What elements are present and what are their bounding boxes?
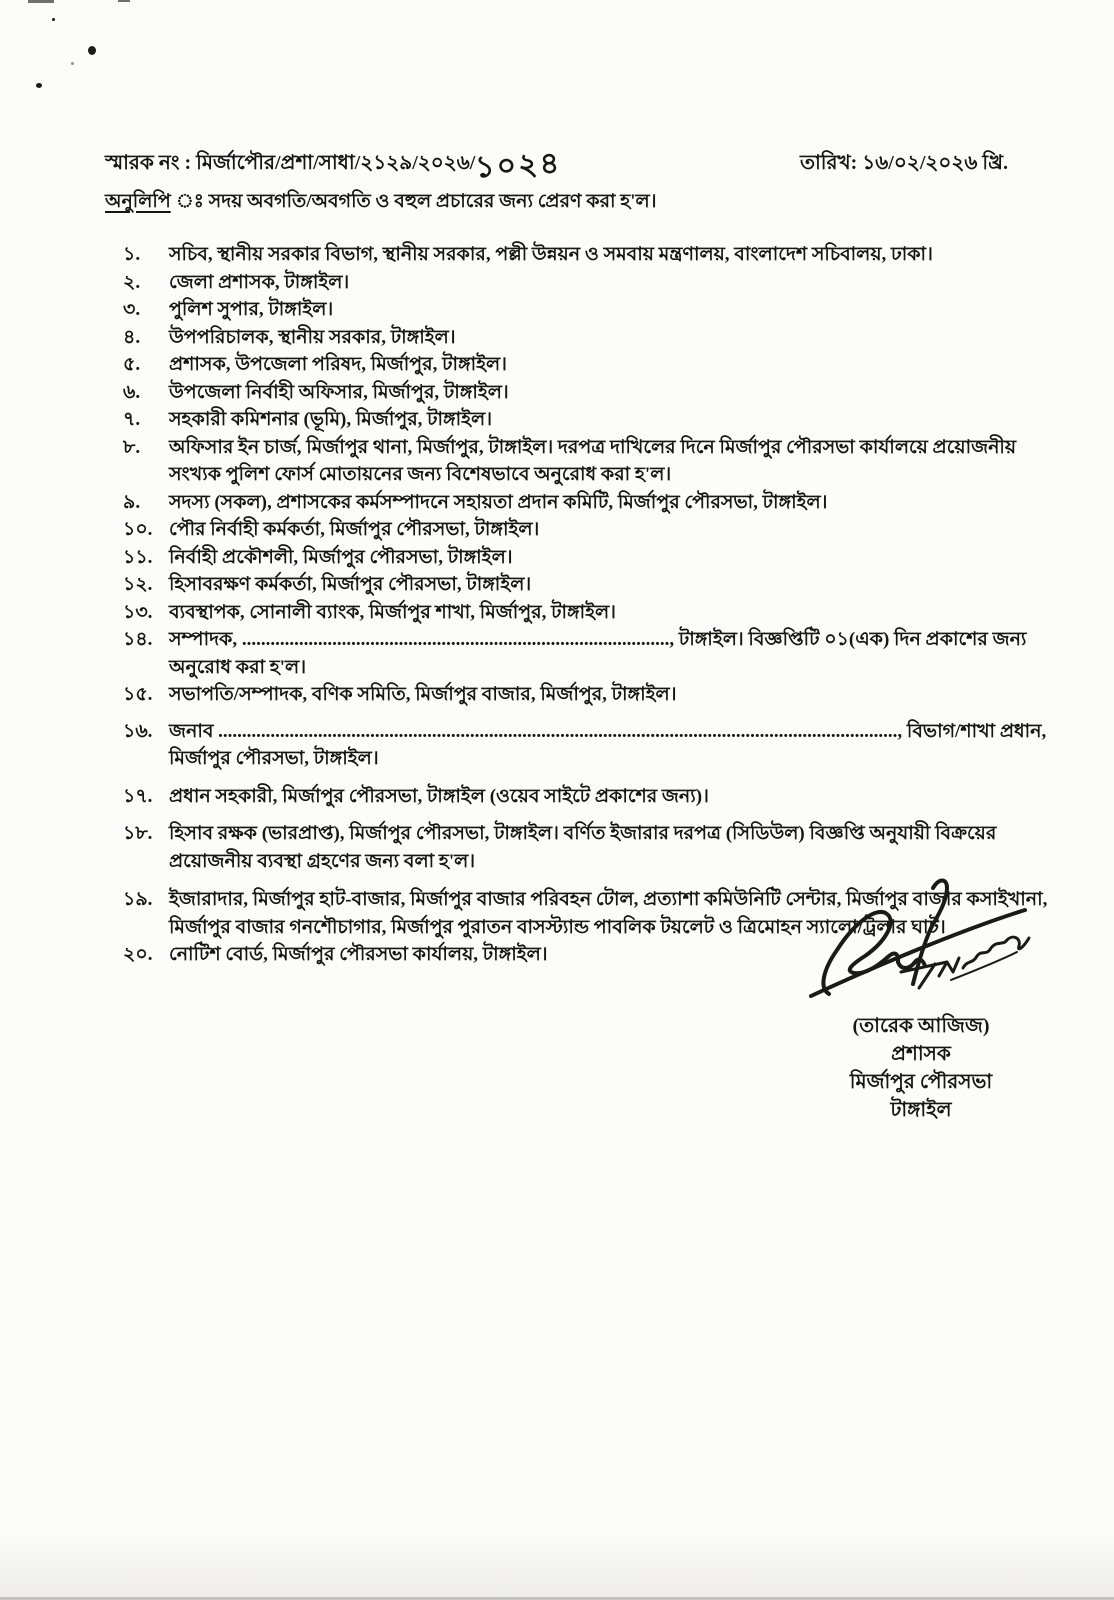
list-item: [123, 516, 1048, 544]
signatory-organization: মির্জাপুর পৌরসভা: [849, 1071, 993, 1093]
list-item-text: উপপরিচালক, স্থানীয় সরকার, টাঙ্গাইল।: [169, 326, 456, 348]
list-item: [123, 434, 1048, 489]
list-item-number: ৯.: [123, 491, 141, 513]
list-item-number: ১.: [123, 244, 141, 265]
scan-edge-smudge: [118, 0, 130, 2]
list-item-number: ৬.: [123, 381, 141, 403]
list-item-number: ৪.: [123, 326, 141, 348]
list-item-text: উপজেলা নির্বাহী অফিসার, মির্জাপুর, টাঙ্গাইল।: [169, 381, 509, 403]
list-item-number: ১৯.: [123, 889, 153, 910]
list-item-text: ইজারাদার, মির্জাপুর হাট-বাজার, মির্জাপুর বাজার পরিবহন টোল, প্রত্যাশা কমিউনিটি সেন্টার, মির্জাপুর বাজার কসাইখানা, মির্জাপুর বাজার গনশৌচাগার, মির্জাপুর পুরাতন বাসস্ট্যান্ড পাবলিক টয়লেট ও ত্রিমোহন স্যালো/ট্রলার ঘাট।: [169, 889, 1048, 938]
list-item-number: ১২.: [123, 574, 153, 595]
list-item-text: সদস্য (সকল), প্রশাসকের কর্মসম্পাদনে সহায়তা প্রদান কমিটি, মির্জাপুর পৌরসভা, টাঙ্গাইল।: [169, 491, 828, 513]
list-item: [123, 406, 1048, 434]
list-item-text: সম্পাদক, .........................................................................................., টাঙ্গাইল। বিজ্ঞপ্তিটি ০১(এক) দিন প্রকাশের জন্য অনুরোধ করা হ'ল।: [169, 629, 1027, 678]
list-item-number: ২০.: [123, 944, 153, 965]
list-item-number: ১৮.: [123, 823, 153, 844]
list-item-text: প্রধান সহকারী, মির্জাপুর পৌরসভা, টাঙ্গাইল (ওয়েব সাইটে প্রকাশের জন্য)।: [169, 785, 709, 807]
signature-block: [778, 872, 1064, 1124]
list-item-text: প্রশাসক, উপজেলা পরিষদ, মির্জাপুর, টাঙ্গাইল।: [169, 354, 507, 375]
memo-number-handwritten: ১০২৪: [474, 146, 563, 185]
list-item-text: নির্বাহী প্রকৌশলী, মির্জাপুর পৌরসভা, টাঙ্গাইল।: [169, 546, 513, 568]
copy-heading-underlined: অনুলিপি: [105, 191, 171, 212]
signatory-title: প্রশাসক: [891, 1043, 951, 1065]
list-item-number: ৮.: [123, 436, 141, 458]
list-item-text: অফিসার ইন চার্জ, মির্জাপুর থানা, মির্জাপুর, টাঙ্গাইল। দরপত্র দাখিলের দিনে মির্জাপুর পৌরসভা কার্যালয়ে প্রয়োজনীয় সংখ্যক পুলিশ ফোর্স মোতায়নের জন্য বিশেষভাবে অনুরোধ করা হ'ল।: [169, 436, 1017, 485]
list-item-number: ১০.: [123, 519, 153, 540]
scan-edge-smudge: [28, 0, 54, 3]
list-item-text: জনাব ..............................................................................................................................................., বিভাগ/শাখা প্রধান, মির্জাপুর পৌরসভা, টাঙ্গাইল।: [169, 720, 1047, 769]
list-item-number: ১৪.: [123, 629, 153, 650]
list-item-text: হিসাব রক্ষক (ভারপ্রাপ্ত), মির্জাপুর পৌরসভা, টাঙ্গাইল। বর্ণিত ইজারার দরপত্র (সিডিউল) বিজ্ঞপ্তি অনুযায়ী বিক্রয়ের প্রয়োজনীয় ব্যবস্থা গ্রহণের জন্য বলা হ'ল।: [169, 823, 997, 872]
list-item: [123, 379, 1048, 407]
signatory-place: টাঙ্গাইল: [890, 1099, 952, 1121]
list-item: [123, 351, 1048, 379]
list-item-number: ১৭.: [123, 785, 153, 807]
scan-speck: [88, 46, 96, 55]
memo-number-line: [105, 146, 563, 185]
list-item-text: সচিব, স্থানীয় সরকার বিভাগ, স্থানীয় সরকার, পল্লী উন্নয়ন ও সমবায় মন্ত্রণালয়, বাংলাদেশ সচিবালয়, ঢাকা।: [169, 244, 933, 265]
list-item-number: ২.: [123, 271, 141, 293]
list-item-number: ১৩.: [123, 601, 153, 623]
list-item-number: ৫.: [123, 354, 141, 375]
list-item: [123, 599, 1048, 627]
list-item-text: হিসাবরক্ষণ কর্মকর্তা, মির্জাপুর পৌরসভা, টাঙ্গাইল।: [169, 574, 532, 595]
list-item-number: ৭.: [123, 409, 141, 430]
list-item-number: ১১.: [123, 546, 153, 568]
signatory-name: (তারেক আজিজ): [852, 1015, 990, 1037]
signature-scribble: [801, 872, 1041, 1018]
list-item-text: পুলিশ সুপার, টাঙ্গাইল।: [169, 299, 334, 320]
scan-speck: [52, 18, 55, 21]
list-item: [123, 489, 1048, 517]
list-item: [123, 241, 1048, 269]
scan-speck: [71, 62, 74, 65]
list-item: [123, 324, 1048, 352]
list-item-text: সহকারী কমিশনার (ভূমি), মির্জাপুর, টাঙ্গাইল।: [169, 409, 492, 430]
scan-speck: [36, 83, 42, 88]
list-item: [123, 718, 1048, 773]
copy-distribution-heading: [105, 189, 1048, 215]
memo-date: তারিখ: ১৬/০২/২০২৬ খ্রি.: [799, 152, 1008, 174]
list-item: [123, 544, 1048, 572]
list-item-text: সভাপতি/সম্পাদক, বণিক সমিতি, মির্জাপুর বাজার, মির্জাপুর, টাঙ্গাইল।: [169, 684, 677, 705]
list-item-text: নোটিশ বোর্ড, মির্জাপুর পৌরসভা কার্যালয়, টাঙ্গাইল।: [169, 944, 548, 965]
list-item: [123, 681, 1048, 709]
list-item: [123, 571, 1048, 599]
list-item: [123, 269, 1048, 297]
list-item: [123, 820, 1048, 875]
list-item-number: ৩.: [123, 299, 141, 320]
list-item-text: জেলা প্রশাসক, টাঙ্গাইল।: [169, 271, 350, 293]
scan-bottom-noise: [0, 1528, 1114, 1600]
copy-list: [123, 241, 1048, 969]
memo-number-label: স্মারক নং : মির্জাপৌর/প্রশা/সাধা/২১২৯/২০২৬/: [105, 152, 476, 174]
list-item-number: ১৫.: [123, 684, 153, 705]
list-item: [123, 626, 1048, 681]
list-item-text: ব্যবস্থাপক, সোনালী ব্যাংক, মির্জাপুর শাখা, মির্জাপুর, টাঙ্গাইল।: [169, 601, 616, 623]
memo-header-row: [105, 146, 1048, 185]
list-item: [123, 296, 1048, 324]
copy-heading-rest: ঃ সদয় অবগতি/অবগতি ও বহুল প্রচারের জন্য প্রেরণ করা হ'ল।: [170, 191, 657, 212]
list-item-number: ১৬.: [123, 720, 153, 742]
list-item: [123, 783, 1048, 811]
list-item-text: পৌর নির্বাহী কর্মকর্তা, মির্জাপুর পৌরসভা, টাঙ্গাইল।: [169, 519, 540, 540]
